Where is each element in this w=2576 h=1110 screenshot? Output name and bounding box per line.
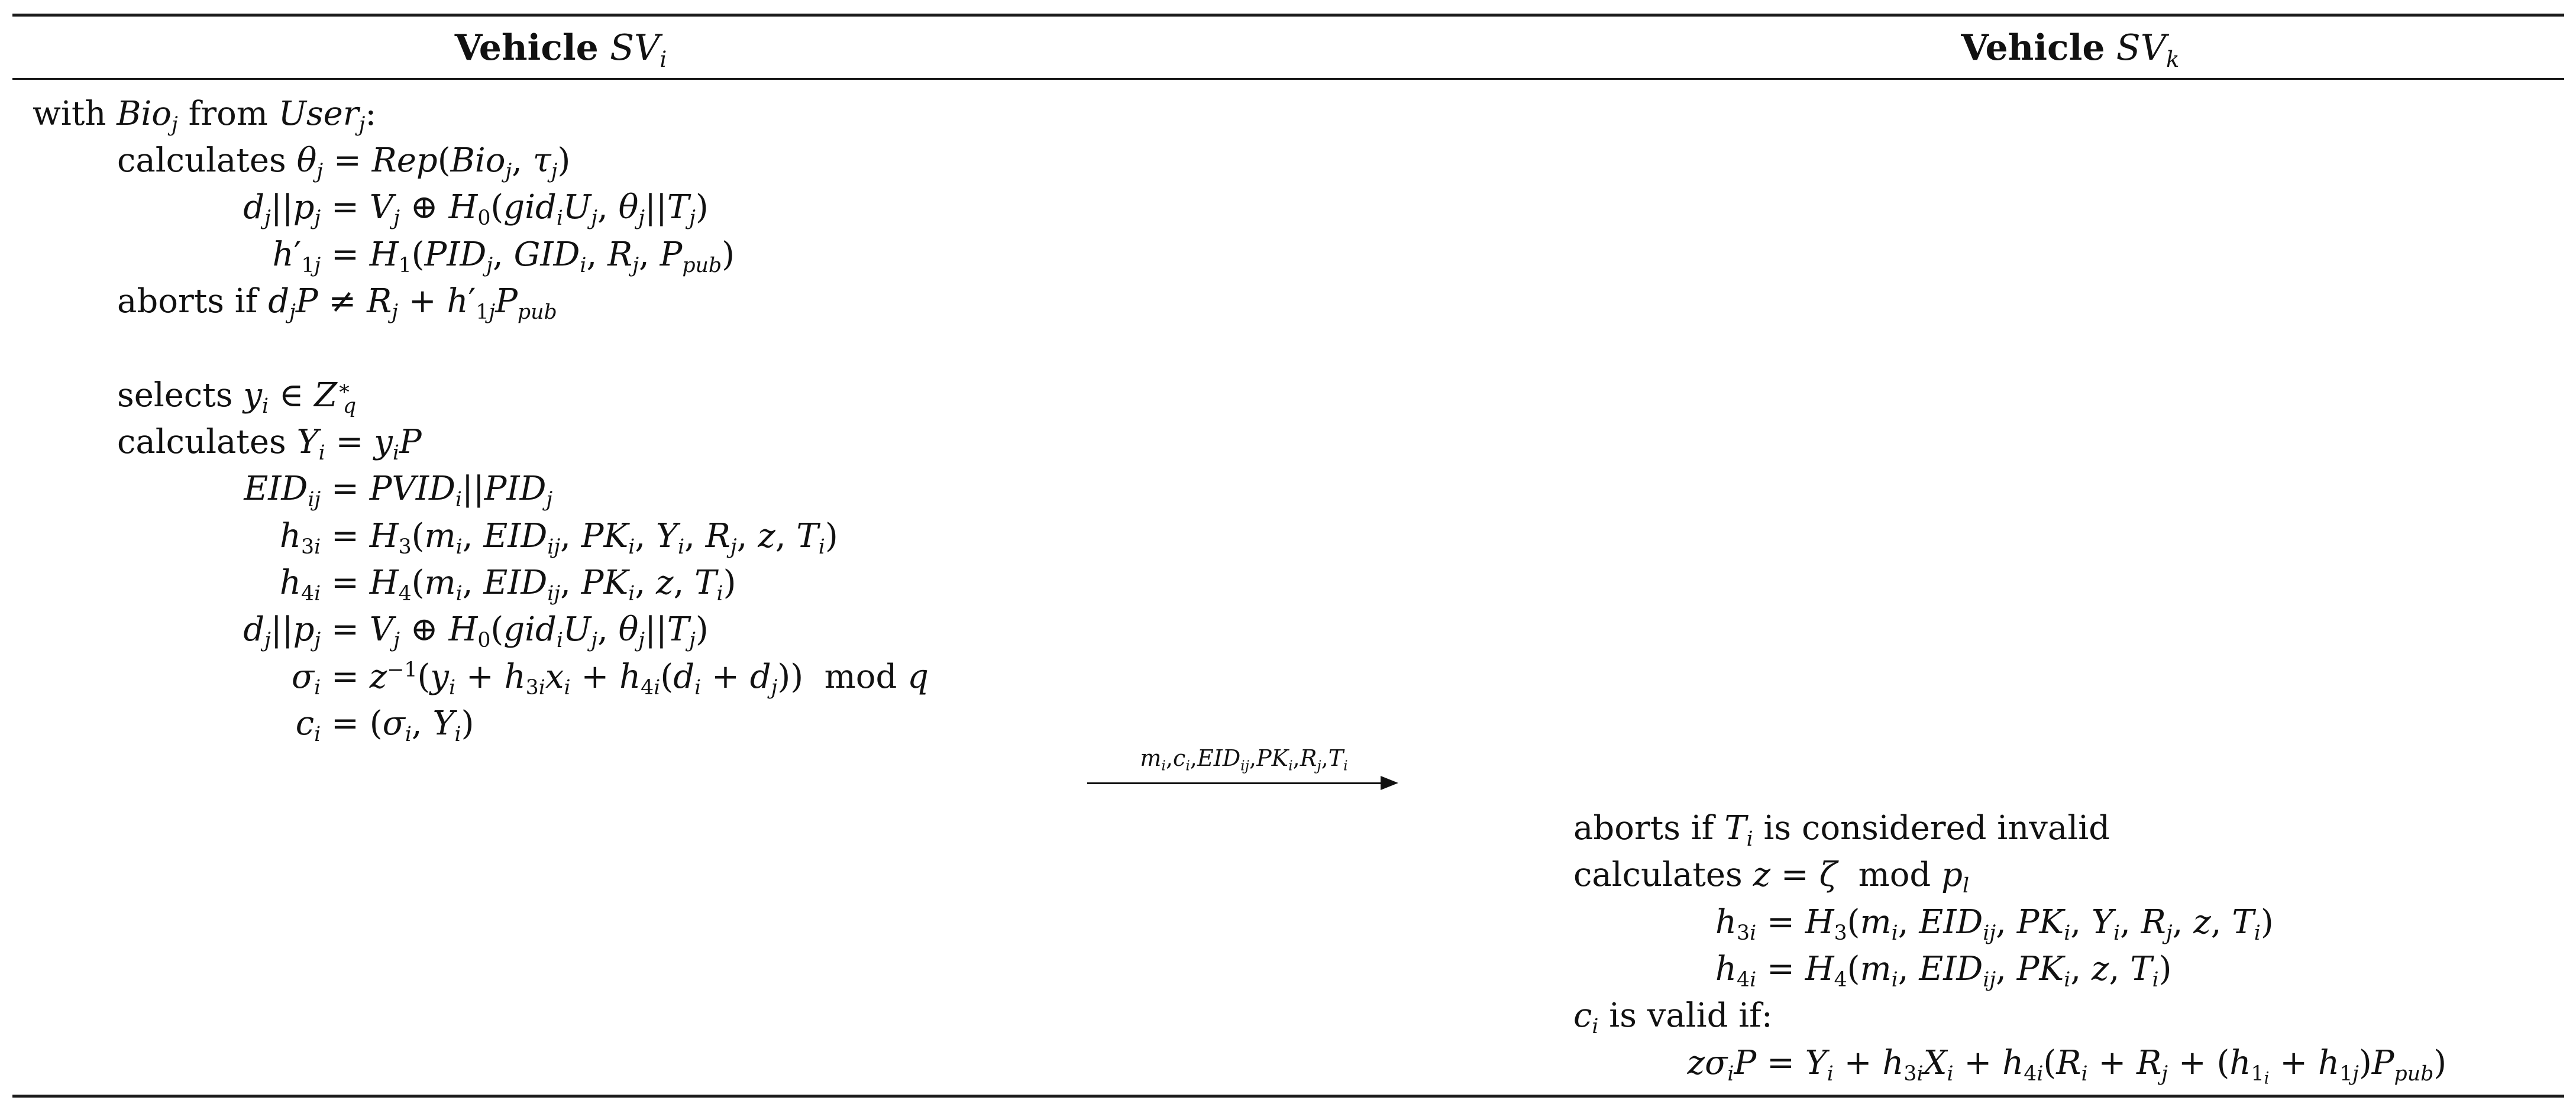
right-aborts-if: aborts if $T_i$ is considered invalid: [1573, 809, 2110, 852]
left-calc-Yi: calculates $Y_i = y_iP$: [117, 423, 422, 465]
left-selects-yi: selects $y_i$ ∈ $Z^∗_q$: [117, 376, 357, 419]
header-vehicle-sv-k: Vehicle $SV_k$: [1961, 27, 2180, 72]
header-vehicle-sv-i: Vehicle $SV_i$: [454, 27, 667, 72]
message-label: $m_i,c_i,EID_{ij},PK_i,R_j,T_i$: [1140, 745, 1348, 774]
arrow-head-icon: [1381, 776, 1398, 790]
right-calc-z: calculates z = ζ mod $p_l$: [1573, 856, 1970, 898]
table-bottom-rule: [12, 1095, 2564, 1098]
arrow-shaft: [1087, 782, 1392, 784]
message-arrow: [1087, 746, 1401, 794]
right-ci-valid-if: $c_i$ is valid if:: [1573, 996, 1773, 1039]
left-intro-line: with Bio$_j$ from User$_j$:: [33, 95, 377, 137]
left-aborts-if: aborts if $d_jP \ne R_j + h'_{1j}P_{pub}$: [117, 282, 557, 325]
table-top-rule: [12, 14, 2564, 17]
table-header-rule: [12, 78, 2564, 80]
left-calc-theta: calculates $\theta_j = Rep(Bio_j$, $\tau_j$): [117, 141, 571, 184]
